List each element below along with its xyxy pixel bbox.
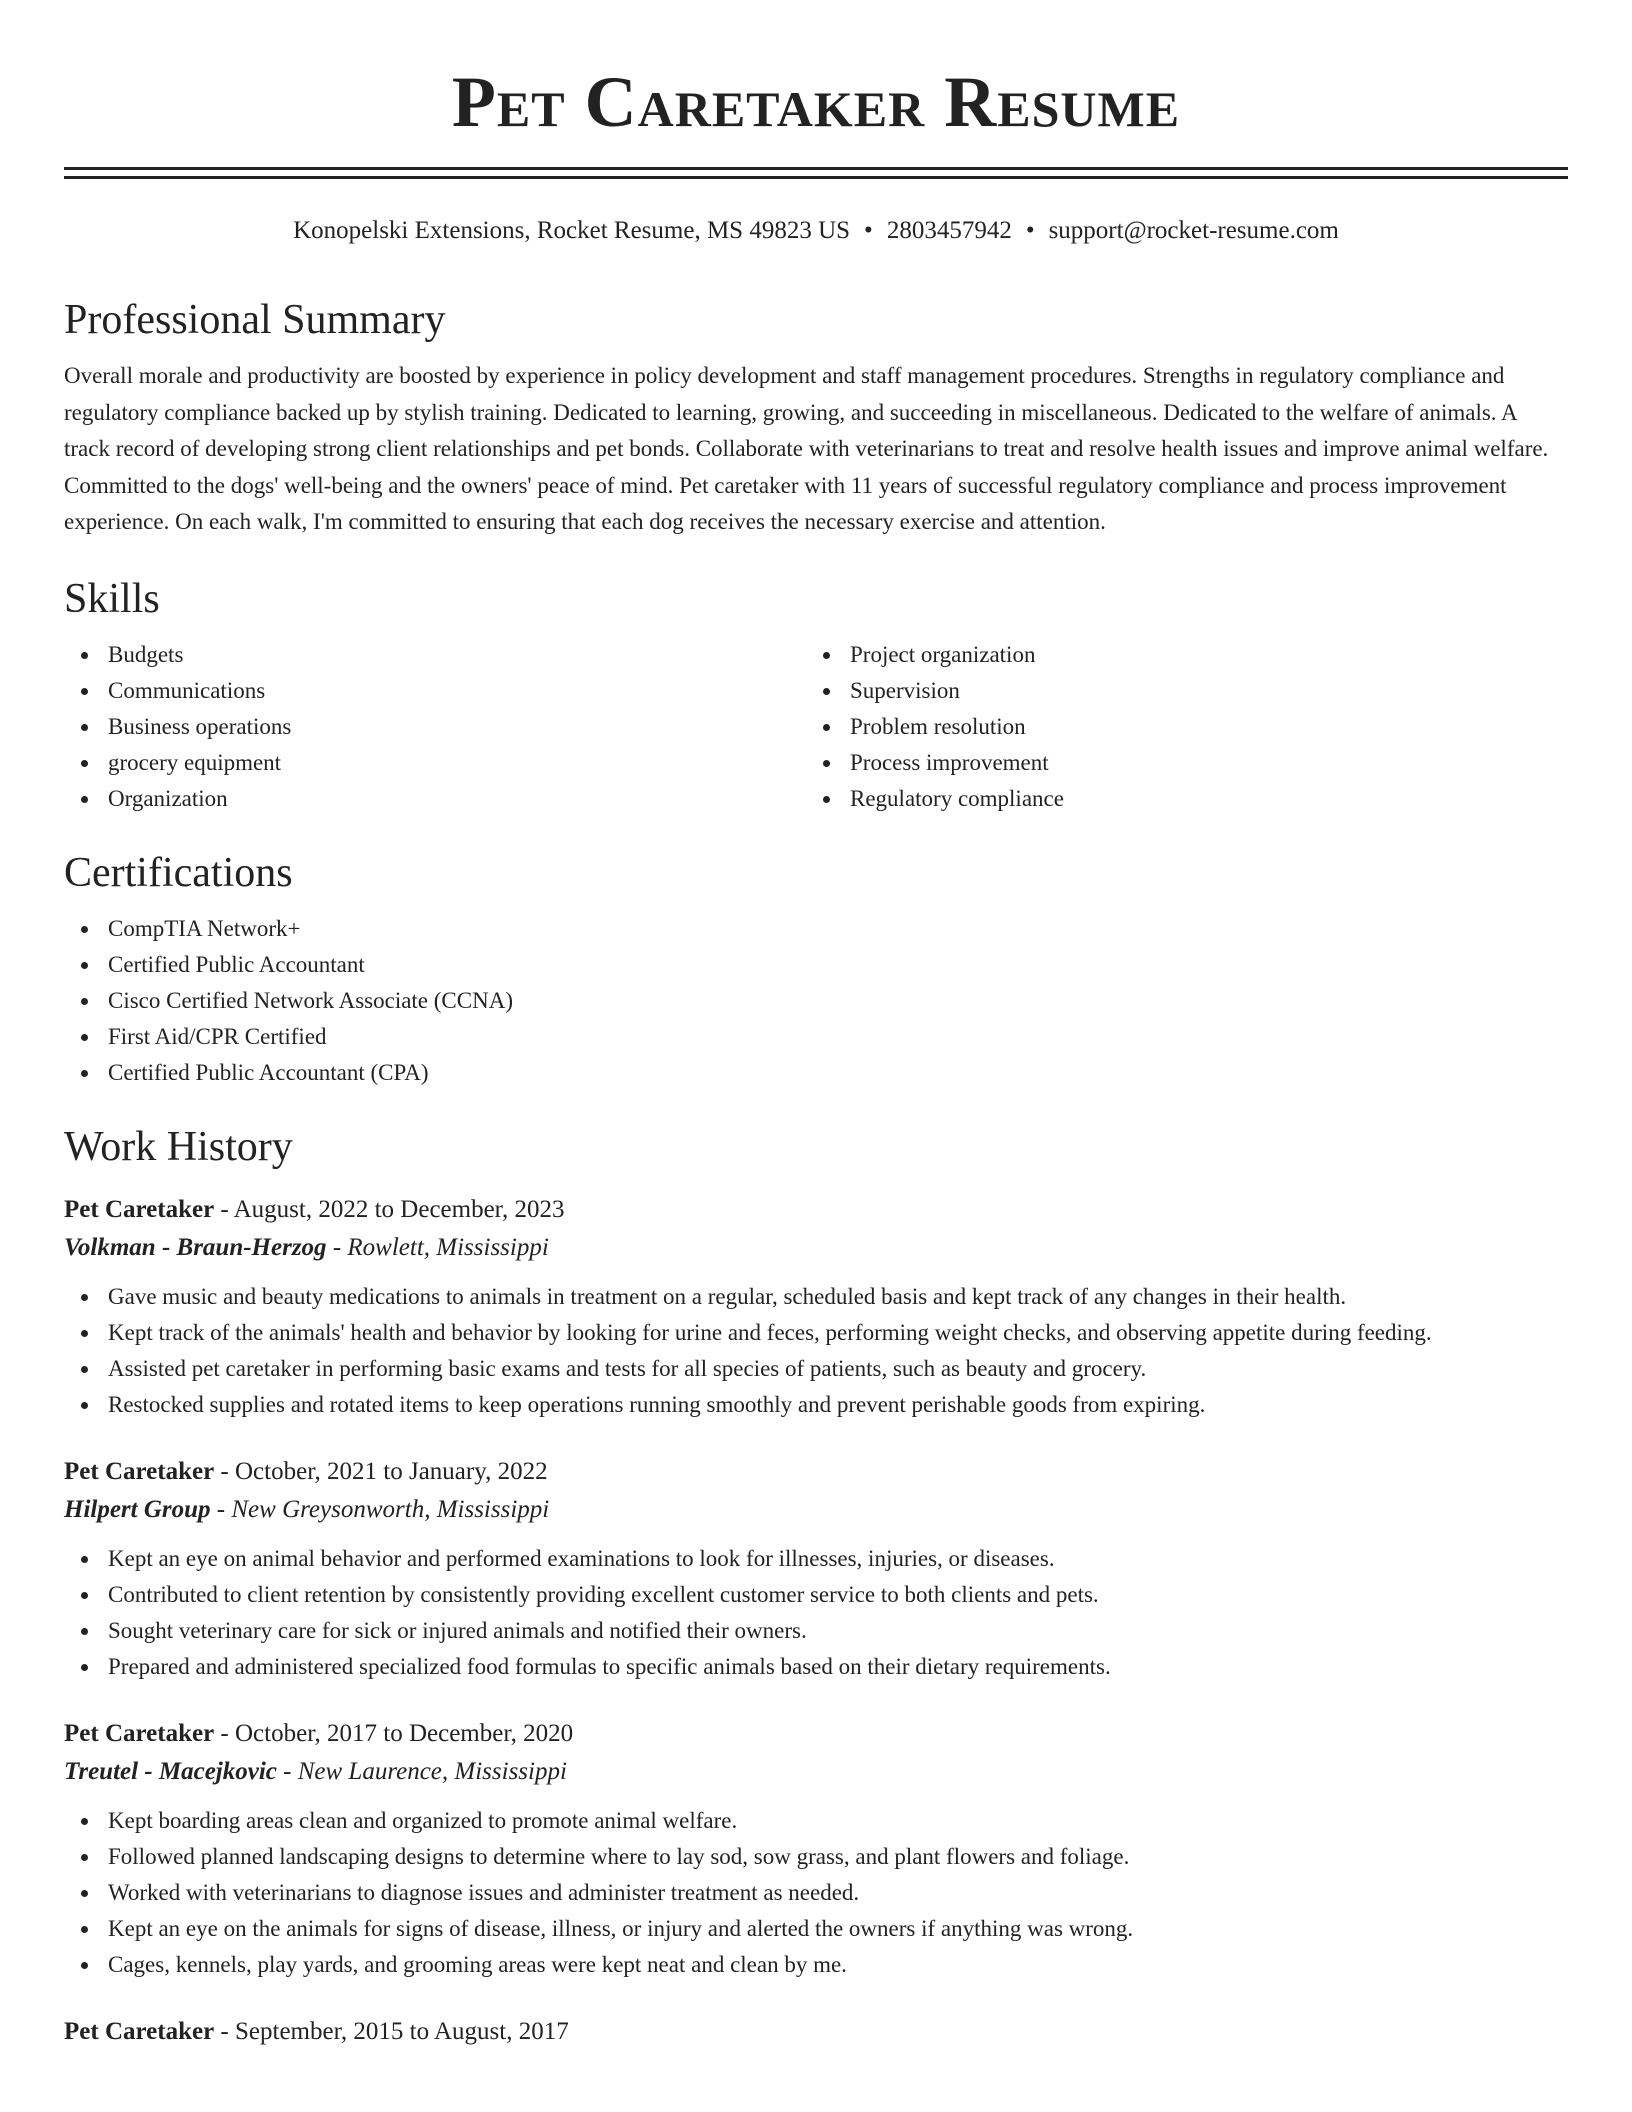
work-history-section xyxy=(64,1113,1568,2051)
section-heading-skills: Skills xyxy=(64,575,160,622)
contact-address: Konopelski Extensions, Rocket Resume, MS 49823 US xyxy=(293,217,851,244)
job-bullet: Sought veterinary care for sick or injured animals and notified their owners. xyxy=(64,1613,1568,1649)
job-company: Hilpert Group xyxy=(64,1495,211,1523)
job-bullet: Restocked supplies and rotated items to keep operations running smoothly and prevent perishable goods from expiring. xyxy=(64,1387,1568,1423)
job-bullet: Kept boarding areas clean and organized to promote animal welfare. xyxy=(64,1803,1568,1839)
job-company: Volkman - Braun-Herzog xyxy=(64,1233,327,1261)
contact-separator: • xyxy=(1025,217,1035,244)
certification-item: CompTIA Network+ xyxy=(64,911,1568,947)
job-title-line xyxy=(64,1453,1568,1491)
summary-section xyxy=(64,286,1568,541)
skill-item: Process improvement xyxy=(806,745,1548,781)
job-entry xyxy=(64,2013,1568,2051)
skill-item: Communications xyxy=(64,673,806,709)
job-location: - New Greysonworth, Mississippi xyxy=(210,1495,550,1523)
job-dates: - October, 2017 to December, 2020 xyxy=(214,1719,574,1747)
job-title: Pet Caretaker xyxy=(64,1195,215,1223)
job-company-line xyxy=(64,1229,1568,1267)
job-bullet: Followed planned landscaping designs to determine where to lay sod, sow grass, and plant flowers and foliage. xyxy=(64,1839,1568,1875)
job-title-line xyxy=(64,1191,1568,1229)
job-title: Pet Caretaker xyxy=(64,2017,215,2045)
section-heading-summary: Professional Summary xyxy=(64,297,446,343)
section-heading-certifications: Certifications xyxy=(64,849,293,896)
title-divider-top xyxy=(64,167,1568,170)
skill-item: Problem resolution xyxy=(806,709,1548,745)
job-bullet: Assisted pet caretaker in performing basic exams and tests for all species of patients, such as beauty and grocery. xyxy=(64,1351,1568,1387)
job-bullets xyxy=(64,1541,1568,1685)
skill-item: grocery equipment xyxy=(64,745,806,781)
skills-section xyxy=(64,565,1568,817)
job-location: - Rowlett, Mississippi xyxy=(326,1233,549,1261)
job-title-line xyxy=(64,1715,1568,1753)
contact-separator: • xyxy=(864,217,873,244)
summary-text: Overall morale and productivity are boosted by experience in policy development and staff management procedures. Strengths in regulatory compliance and regulatory compliance backed up by stylish training. Dedicated to learning, growing, and succeeding in miscellaneous. Dedicated to the welfare of animals. A track record of developing strong client relationships and pet bonds. Collaborate with veterinarians to treat and resolve health issues and improve animal welfare. Committed to the dogs' well-being and the owners' peace of mind. Pet caretaker with 11 years of successful regulatory compliance and process improvement experience. On each walk, I'm committed to ensuring that each dog receives the necessary exercise and attention. xyxy=(64,363,1549,534)
certifications-list xyxy=(64,911,1568,1091)
job-bullets xyxy=(64,1803,1568,1983)
contact-info xyxy=(0,214,1632,248)
skill-item: Project organization xyxy=(806,637,1548,673)
job-company-line xyxy=(64,1753,1568,1791)
job-entry xyxy=(64,1453,1568,1685)
job-bullet: Prepared and administered specialized food formulas to specific animals based on their dietary requirements. xyxy=(64,1649,1568,1685)
job-dates: - October, 2021 to January, 2022 xyxy=(214,1457,548,1485)
job-title: Pet Caretaker xyxy=(64,1719,215,1747)
job-title: Pet Caretaker xyxy=(64,1457,215,1485)
job-dates: - September, 2015 to August, 2017 xyxy=(214,2017,569,2045)
job-bullet: Contributed to client retention by consistently providing excellent customer service to both clients and pets. xyxy=(64,1577,1568,1613)
job-entry xyxy=(64,1715,1568,1983)
job-bullet: Worked with veterinarians to diagnose issues and administer treatment as needed. xyxy=(64,1875,1568,1911)
job-company: Treutel - Macejkovic xyxy=(64,1757,277,1785)
job-bullet: Cages, kennels, play yards, and grooming areas were kept neat and clean by me. xyxy=(64,1947,1568,1983)
job-bullets xyxy=(64,1279,1568,1423)
job-company-line xyxy=(64,1491,1568,1529)
skill-item: Business operations xyxy=(64,709,806,745)
job-bullet: Kept an eye on the animals for signs of disease, illness, or injury and alerted the owners if anything was wrong. xyxy=(64,1911,1568,1947)
skills-list-left xyxy=(64,637,806,817)
skills-grid xyxy=(64,637,1568,817)
certification-item: Cisco Certified Network Associate (CCNA) xyxy=(64,983,1568,1019)
certification-item: Certified Public Accountant xyxy=(64,947,1568,983)
job-location: - New Laurence, Mississippi xyxy=(276,1757,567,1785)
contact-email: support@rocket-resume.com xyxy=(1048,217,1339,244)
certification-item: First Aid/CPR Certified xyxy=(64,1019,1568,1055)
title-divider-bottom xyxy=(64,176,1568,179)
certification-item: Certified Public Accountant (CPA) xyxy=(64,1055,1568,1091)
job-bullet: Gave music and beauty medications to animals in treatment on a regular, scheduled basis and kept track of any changes in their health. xyxy=(64,1279,1568,1315)
skill-item: Organization xyxy=(64,781,806,817)
job-entry xyxy=(64,1191,1568,1423)
section-heading-work-history: Work History xyxy=(64,1123,293,1170)
job-bullet: Kept track of the animals' health and behavior by looking for urine and feces, performing weight checks, and observing appetite during feeding. xyxy=(64,1315,1568,1351)
job-dates: - August, 2022 to December, 2023 xyxy=(214,1195,565,1223)
skill-item: Regulatory compliance xyxy=(806,781,1548,817)
page-title: Pet Caretaker Resume xyxy=(451,62,1181,142)
skill-item: Budgets xyxy=(64,637,806,673)
contact-phone: 2803457942 xyxy=(886,217,1012,244)
skill-item: Supervision xyxy=(806,673,1548,709)
job-title-line xyxy=(64,2013,1568,2051)
resume-content xyxy=(64,286,1568,2051)
job-bullet: Kept an eye on animal behavior and performed examinations to look for illnesses, injuries, or diseases. xyxy=(64,1541,1568,1577)
skills-list-right xyxy=(806,637,1548,817)
certifications-section xyxy=(64,839,1568,1091)
